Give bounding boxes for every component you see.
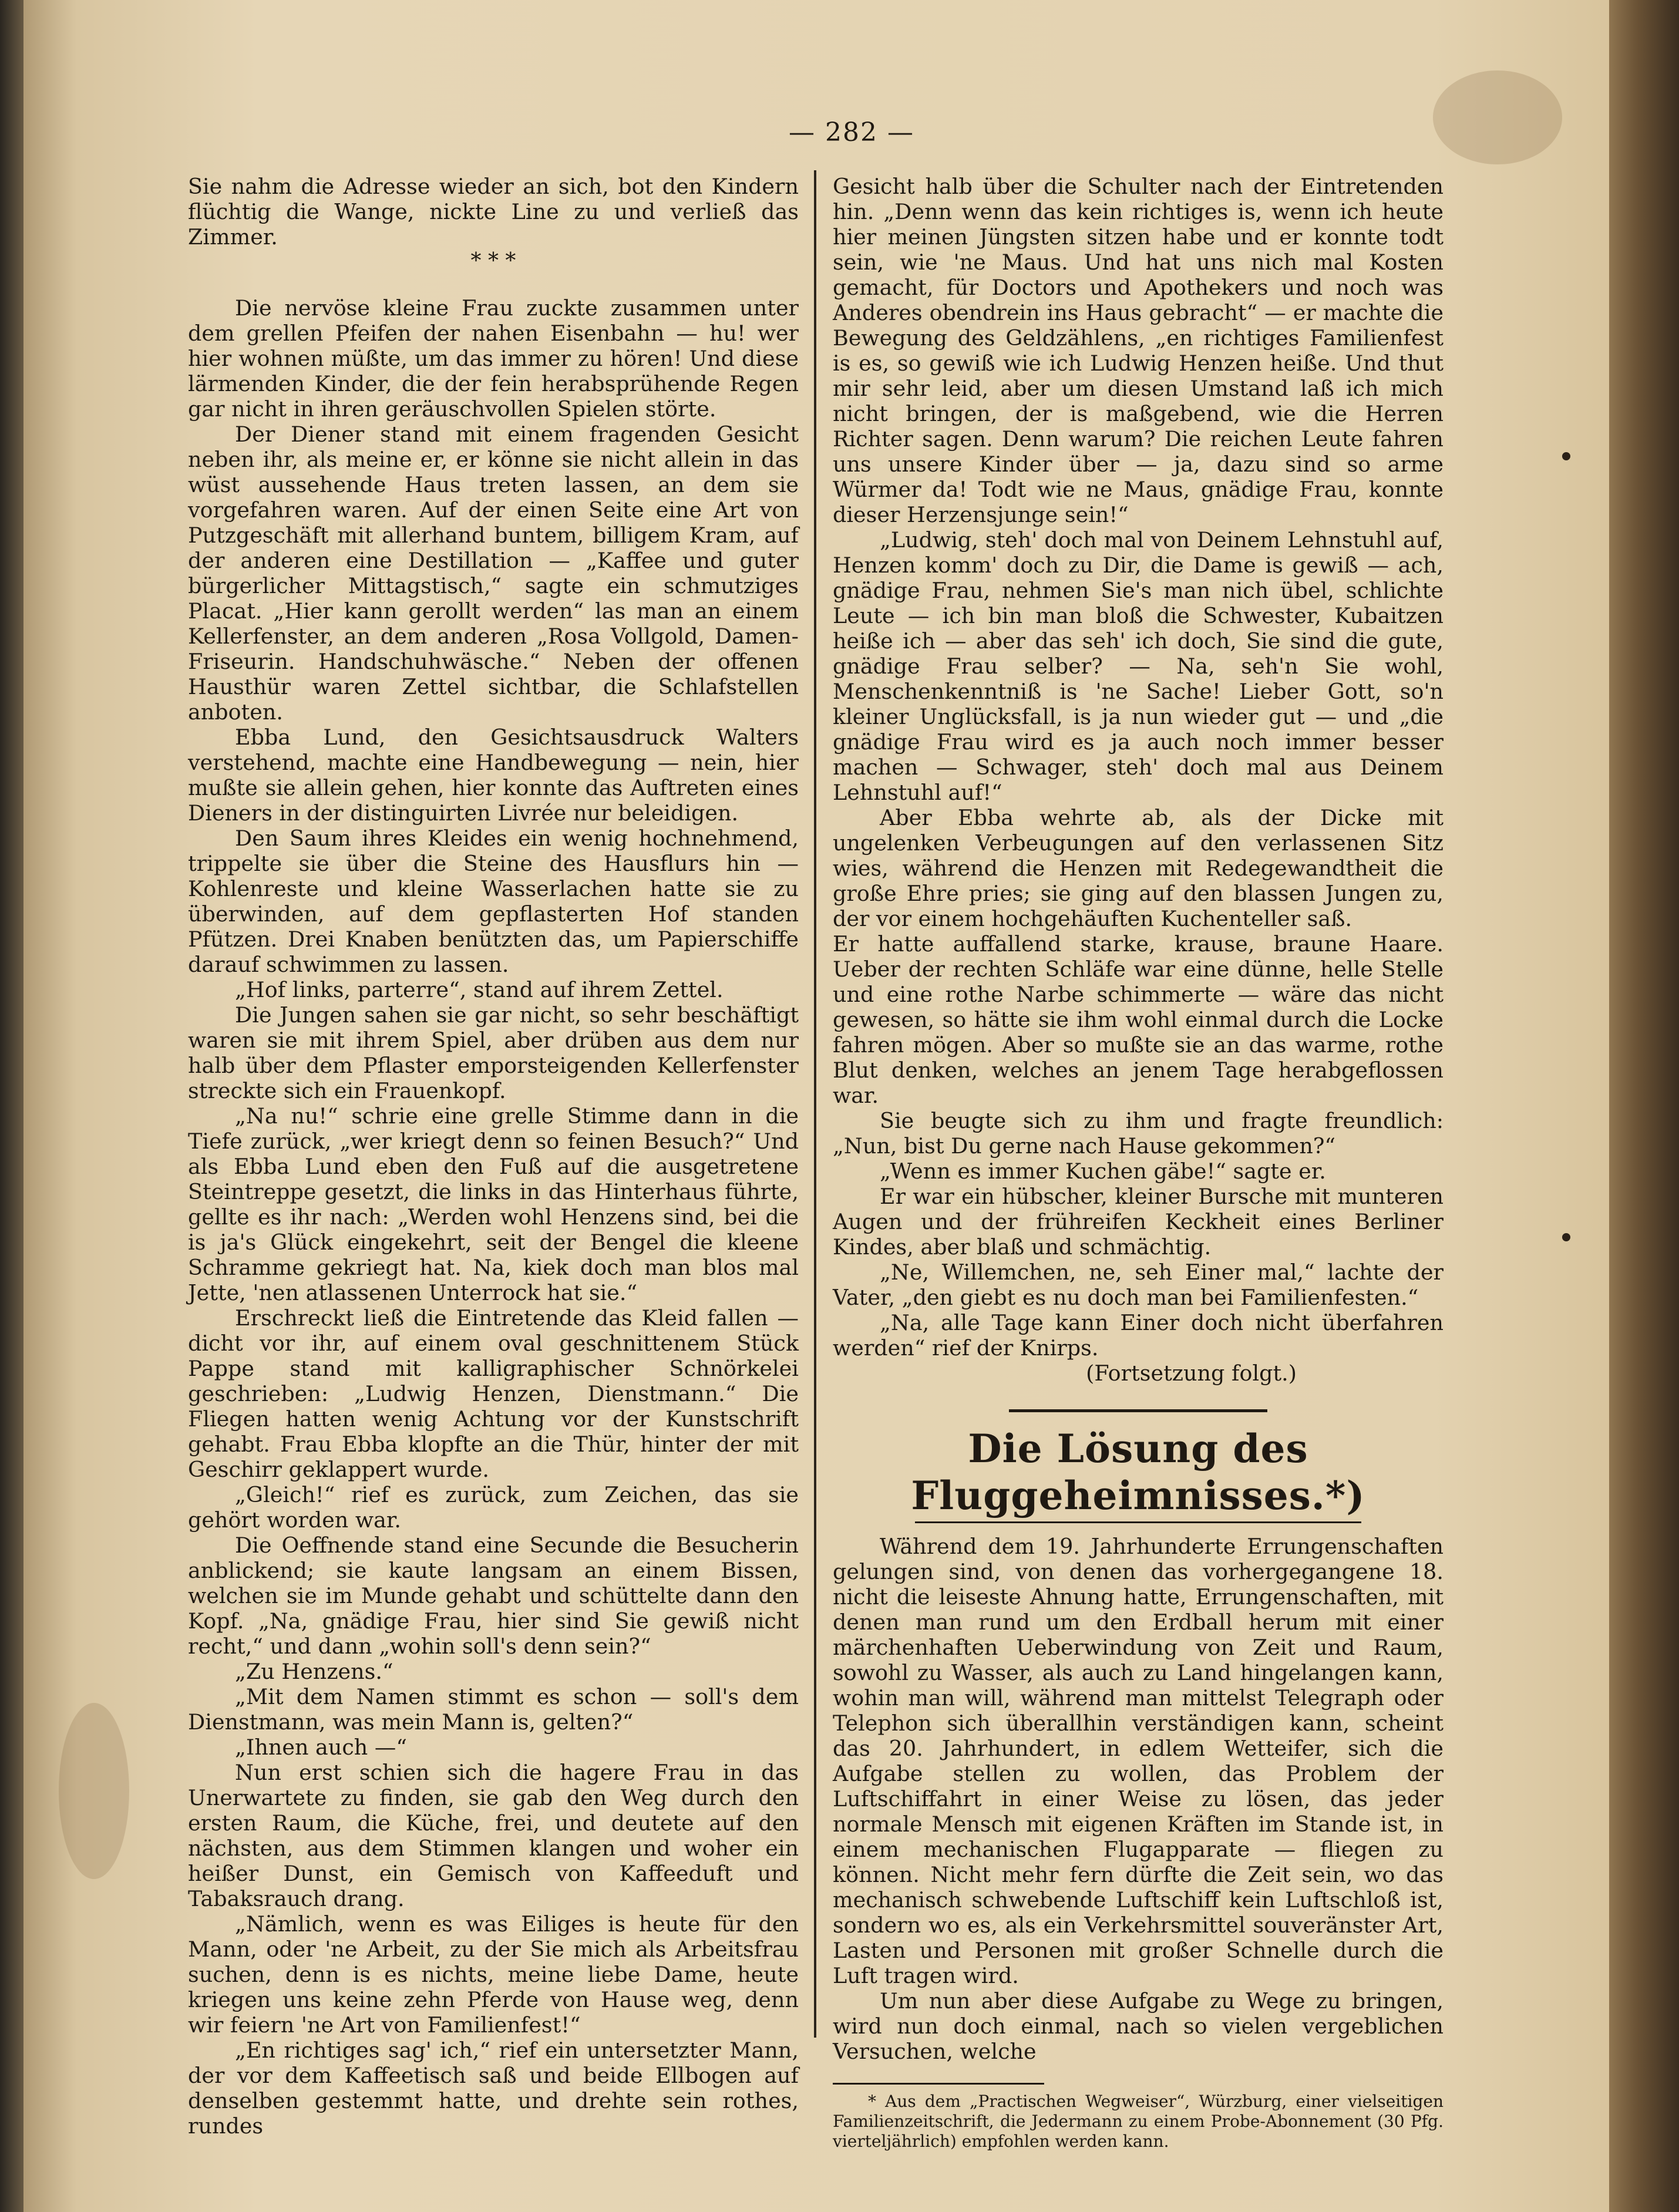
right-column — [833, 174, 1444, 2152]
paragraph: Nun erst schien sich die hagere Frau in das Unerwartete zu finden, sie gab den Weg durch den ersten Raum, die Küche, frei, und deutete auf den nächsten, aus dem Stimmen klangen und woher ein heißer Dunst, ein Gemisch von Kaffeeduft und Tabaksrauch drang. — [188, 1760, 799, 1911]
paragraph: Die nervöse kleine Frau zuckte zusammen unter dem grellen Pfeifen der nahen Eisenbahn — hu! wer hier wohnen müßte, um das immer zu hören! Und diese lärmenden Kinder, die der fein herabsprühende Regen gar nicht in ihren geräuschvollen Spielen störte. — [188, 295, 799, 422]
paragraph: Erschreckt ließ die Eintretende das Kleid fallen — dicht vor ihr, auf einem oval geschnittenem Stück Pappe stand mit kalligraphischer Schnörkelei geschrieben: „Ludwig Henzen, Dienstmann.“ Die Fliegen hatten wenig Achtung vor der Kunstschrift gehabt. Frau Ebba klopfte an die Thür, hinter der mit Geschirr geklappert wurde. — [188, 1305, 799, 1482]
article-title — [833, 1425, 1444, 1523]
paragraph: „Mit dem Namen stimmt es schon — soll's dem Dienstmann, was mein Mann is, gelten?“ — [188, 1684, 799, 1735]
paragraph: „Wenn es immer Kuchen gäbe!“ sagte er. — [880, 1159, 1326, 1184]
footnote — [833, 2092, 1444, 2152]
title-underline — [915, 1521, 1361, 1523]
paragraph: Den Saum ihres Kleides ein wenig hochnehmend, trippelte sie über die Steine des Hausflurs hin — Kohlenreste und kleine Wasserlachen hatte sie zu überwinden, auf dem gepflasterten Hof standen Pfützen. Drei Knaben benützten das, um Papierschiffe darauf schwimmen zu lassen. — [188, 826, 799, 977]
column-divider — [814, 170, 816, 2038]
continued-note: (Fortsetzung folgt.) — [1086, 1361, 1297, 1386]
binding-hole — [1562, 452, 1570, 460]
paragraph: Um nun aber diese Aufgabe zu Wege zu bringen, wird nun doch einmal, nach so vielen vergeblichen Versuchen, welche — [833, 1988, 1444, 2064]
article-title-text: Die Lösung des Fluggeheimnisses.*) — [911, 1426, 1365, 1519]
paragraph: „Gleich!“ rief es zurück, zum Zeichen, das sie gehört worden war. — [188, 1482, 799, 1533]
page-number: — 282 — — [789, 117, 914, 147]
paragraph: „Na nu!“ schrie eine grelle Stimme dann in die Tiefe zurück, „wer kriegt denn so feinen Besuch?“ Und als Ebba Lund eben den Fuß auf die ausgetretene Steintreppe gesetzt, die links in das Hinterhaus führte, gellte es ihr nach: „Werden wohl Henzens sind, bei die is ja's Glück eingekehrt, seit der Bengel die kleene Schramme gekriegt hat. Na, kiek doch man blos mal Jette, 'nen atlassenen Unterrock hat sie.“ — [188, 1103, 799, 1305]
paragraph: Sie beugte sich zu ihm und fragte freundlich: „Nun, bist Du gerne nach Hause gekommen?“ — [833, 1108, 1444, 1159]
paragraph: Während dem 19. Jahrhunderte Errungenschaften gelungen sind, von denen das vorhergegangene 18. nicht die leiseste Ahnung hatte, Errungenschaften, mit denen man rund um den Erdball herum mit einer märchenhaften Ueberwindung von Zeit und Raum, sowohl zu Wasser, als auch zu Land hingelangen kann, wohin man will, während man mittelst Telegraph oder Telephon sich überallhin verständigen kann, scheint das 20. Jahrhundert, in edlem Wetteifer, sich die Aufgabe stellen zu wollen, das Problem der Luftschiffahrt in einer Weise zu lösen, das jeder normale Mensch mit eigenen Kräften im Stande ist, in einem mechanischen Flugapparate — fliegen zu können. Nicht mehr fern dürfte die Zeit sein, wo das mechanisch schwebende Luftschiff kein Luftschloß ist, sondern wo es, als ein Verkehrsmittel souveränster Art, Lasten und Personen mit großer Schnelle durch die Luft tragen wird. — [833, 1534, 1444, 1988]
paragraph: „Ne, Willemchen, ne, seh Einer mal,“ lachte der Vater, „den giebt es nu doch man bei Familienfesten.“ — [833, 1260, 1444, 1310]
paragraph: „Na, alle Tage kann Einer doch nicht überfahren werden“ rief der Knirps. — [833, 1310, 1444, 1361]
left-column — [188, 174, 799, 2139]
paragraph: Er war ein hübscher, kleiner Bursche mit munteren Augen und der frühreifen Keckheit eines Berliner Kindes, aber blaß und schmächtig. — [833, 1184, 1444, 1260]
paragraph: „Nämlich, wenn es was Eiliges is heute für den Mann, oder 'ne Arbeit, zu der Sie mich als Arbeitsfrau suchen, denn is es nichts, meine liebe Dame, heute kriegen uns keine zehn Pferde von Hause weg, denn wir feiern 'ne Art von Familienfest!“ — [188, 1911, 799, 2038]
paragraph: Ebba Lund, den Gesichtsausdruck Walters verstehend, machte eine Handbewegung — nein, hier mußte sie allein gehen, hier konnte das Auftreten eines Dieners in der distinguirten Livrée nur beleidigen. — [188, 725, 799, 826]
paragraph: Gesicht halb über die Schulter nach der Eintretenden hin. „Denn wenn das kein richtiges is, wenn ich heute hier meinen Jüngsten sitzen habe und er konnte todt sein, wie 'ne Maus. Und hat uns nich mal Kosten gemacht, für Doctors und Apothekers und noch was Anderes obendrein ins Haus gebracht“ — er machte die Bewegung des Geldzählens, „en richtiges Familienfest is es, so gewiß wie ich Ludwig Henzen heiße. Und thut mir sehr leid, aber um diesen Umstand laß ich mich nicht bringen, der is maßgebend, wie die Herren Richter sagen. Denn warum? Die reichen Leute fahren uns unsere Kinder über — ja, dazu sind so arme Würmer da! Todt wie ne Maus, gnädige Frau, konnte dieser Herzensjunge sein!“ — [833, 174, 1444, 527]
binding-hole — [1562, 1233, 1570, 1241]
paragraph: „Ihnen auch —“ — [235, 1735, 408, 1760]
section-divider-stars: * * * — [470, 249, 516, 273]
paragraph: Aber Ebba wehrte ab, als der Dicke mit ungelenken Verbeugungen auf den verlassenen Sitz wies, während die Henzen mit Redegewandtheit die große Ehre pries; sie ging auf den blassen Jungen zu, der vor einem hochgehäuften Kuchenteller saß. — [833, 805, 1444, 931]
section-rule — [1009, 1409, 1267, 1412]
paragraph: „Zu Henzens.“ — [235, 1659, 393, 1684]
paragraph: „Hof links, parterre“, stand auf ihrem Zettel. — [235, 977, 724, 1002]
paragraph: Sie nahm die Adresse wieder an sich, bot den Kindern flüchtig die Wange, nickte Line zu und verließ das Zimmer. — [188, 174, 799, 250]
paragraph: „En richtiges sag' ich,“ rief ein untersetzter Mann, der vor dem Kaffeetisch saß und beide Ellbogen auf denselben gestemmt hatte, und drehte sein rothes, rundes — [188, 2038, 799, 2139]
paragraph: Die Jungen sahen sie gar nicht, so sehr beschäftigt waren sie mit ihrem Spiel, aber drüben aus dem nur halb über dem Pflaster emporsteigenden Kellerfenster streckte sich ein Frauenkopf. — [188, 1002, 799, 1103]
footnote-rule — [833, 2083, 1044, 2085]
paragraph: Die Oeffnende stand eine Secunde die Besucherin anblickend; sie kaute langsam an einem Bissen, welchen sie im Munde gehabt und schüttelte dann den Kopf. „Na, gnädige Frau, hier sind Sie gewiß nicht recht,“ und dann „wohin soll's denn sein?“ — [188, 1533, 799, 1659]
paper-stain — [1433, 70, 1562, 164]
paper-stain — [59, 1703, 129, 1879]
paragraph: „Ludwig, steh' doch mal von Deinem Lehnstuhl auf, Henzen komm' doch zu Dir, die Dame is gewiß — ach, gnädige Frau, nehmen Sie's man nich übel, schlichte Leute — ich bin man bloß die Schwester, Kubaitzen heiße ich — aber das seh' ich doch, Sie sind die gute, gnädige Frau selber? — Na, seh'n Sie wohl, Menschenkenntniß is 'ne Sache! Lieber Gott, so'n kleiner Unglücksfall, is ja nun wieder gut — und „die gnädige Frau wird es ja auch noch immer besser machen — Schwager, steh' doch mal aus Deinem Lehnstuhl auf!“ — [833, 527, 1444, 805]
footnote-text: * Aus dem „Practischen Wegweiser“, Würzburg, einer vielseitigen Familienzeitschrift, die Jedermann zu einem Probe-Abonnement (30 Pfg. vierteljährlich) empfohlen werden kann. — [833, 2092, 1444, 2151]
page-edge — [1609, 0, 1679, 2212]
paragraph: Der Diener stand mit einem fragenden Gesicht neben ihr, als meine er, er könne sie nicht allein in das wüst aussehende Haus treten lassen, an dem sie vorgefahren waren. Auf der einen Seite eine Art von Putzgeschäft mit allerhand buntem, billigem Kram, auf der anderen eine Destillation — „Kaffee und guter bürgerlicher Mittagstisch,“ sagte ein schmutziges Placat. „Hier kann gerollt werden“ las man an einem Kellerfenster, an dem anderen „Rosa Vollgold, Damen-Friseurin. Handschuhwäsche.“ Neben der offenen Hausthür waren Zettel sichtbar, die Schlafstellen anboten. — [188, 422, 799, 725]
paragraph: Er hatte auffallend starke, krause, braune Haare. Ueber der rechten Schläfe war eine dünne, helle Stelle und eine rothe Narbe schimmerte — wäre das nicht gewesen, so hätte sie ihm wohl einmal durch die Locke fahren mögen. Aber so mußte sie an das warme, rothe Blut denken, welches an jenem Tage herabgeflossen war. — [833, 931, 1444, 1108]
